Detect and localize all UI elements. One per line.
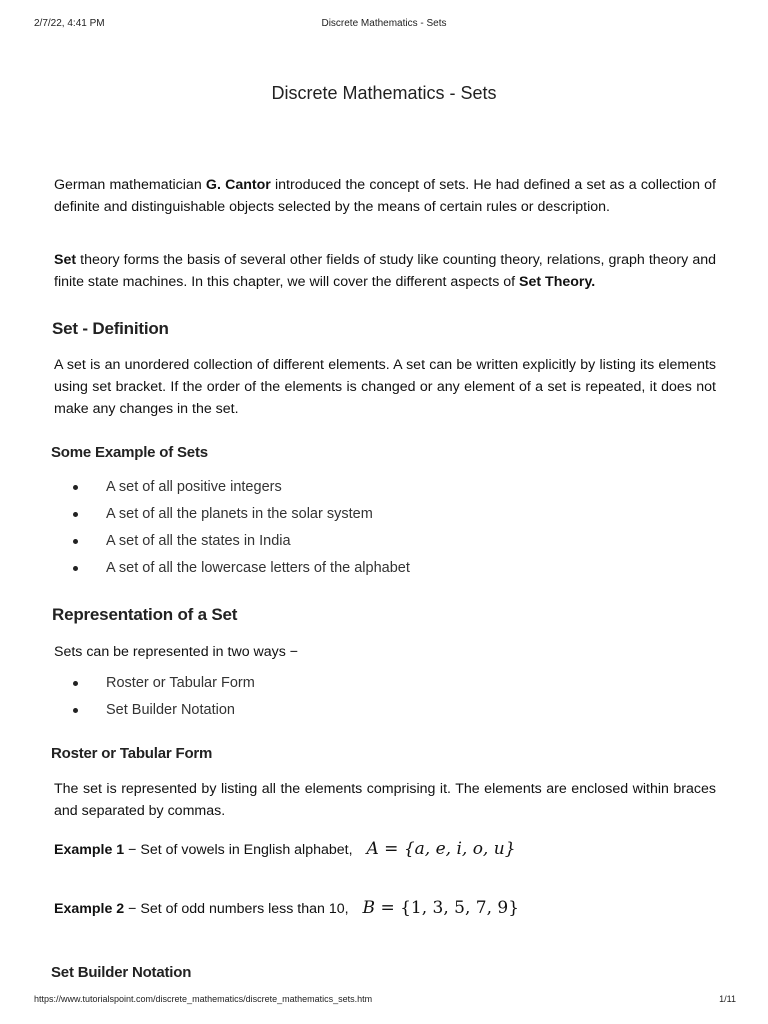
- set-bold: Set: [54, 252, 77, 268]
- representation-intro: Sets can be represented in two ways −: [54, 644, 299, 660]
- subheading-set-builder: Set Builder Notation: [51, 964, 192, 981]
- example-2-label: Example 2: [54, 901, 125, 917]
- list-item: Set Builder Notation: [54, 697, 716, 724]
- page-title: Discrete Mathematics - Sets: [271, 83, 497, 103]
- intro-text-a: German mathematician: [54, 177, 206, 193]
- examples-list: [54, 474, 716, 582]
- example-1: [54, 839, 716, 859]
- list-item: A set of all positive integers: [54, 474, 716, 501]
- list-item: A set of all the planets in the solar system: [54, 501, 716, 528]
- example-1-label: Example 1: [54, 842, 125, 858]
- subheading-examples: Some Example of Sets: [51, 444, 208, 461]
- intro-paragraph-1: [54, 174, 716, 218]
- set-theory-bold: Set Theory.: [519, 274, 596, 290]
- example-1-text: − Set of vowels in English alphabet,: [124, 842, 353, 858]
- intro-paragraph-2: [54, 249, 716, 293]
- example-1-formula: A = {a, e, i, o, u}: [366, 839, 516, 859]
- roster-text: The set is represented by listing all the elements comprising it. The elements are enclosed within braces and separated by commas.: [54, 781, 716, 819]
- subheading-roster: Roster or Tabular Form: [51, 745, 213, 762]
- section-heading-representation: Representation of a Set: [52, 605, 238, 624]
- example-2-formula: B = {1, 3, 5, 7, 9}: [362, 898, 520, 918]
- print-doc-title: Discrete Mathematics - Sets: [321, 18, 447, 29]
- representation-list: [54, 670, 716, 724]
- print-datetime: 2/7/22, 4:41 PM: [34, 18, 105, 29]
- intro-text-c: introduced the concept of sets. He had defined a set as a collection of definite and distinguishable objects selected by the means of certain rules or description.: [54, 177, 716, 215]
- definition-paragraph: [54, 354, 716, 420]
- bullet-icon: [73, 539, 78, 544]
- example-2: [54, 898, 716, 918]
- definition-text: A set is an unordered collection of different elements. A set can be written explicitly by listing its elements using set bracket. If the order of the elements is changed or any element of a set is repeated, it does not make any changes in the set.: [54, 357, 716, 417]
- bullet-icon: [73, 708, 78, 713]
- bullet-icon: [73, 681, 78, 686]
- intro2-text: theory forms the basis of several other fields of study like counting theory, relations, graph theory and finite state machines. In this chapter, we will cover the different aspects of: [54, 252, 716, 290]
- bullet-icon: [73, 512, 78, 517]
- list-item: A set of all the lowercase letters of the alphabet: [54, 555, 716, 582]
- list-item: Roster or Tabular Form: [54, 670, 716, 697]
- cantor-name: G. Cantor: [205, 177, 271, 193]
- bullet-icon: [73, 485, 78, 490]
- bullet-icon: [73, 566, 78, 571]
- page-number: 1/11: [719, 994, 736, 1004]
- list-item: A set of all the states in India: [54, 528, 716, 555]
- section-heading-definition: Set - Definition: [52, 319, 169, 338]
- footer-url: https://www.tutorialspoint.com/discrete_mathematics/discrete_mathematics_sets.htm: [34, 994, 373, 1004]
- example-2-text: − Set of odd numbers less than 10,: [124, 901, 349, 917]
